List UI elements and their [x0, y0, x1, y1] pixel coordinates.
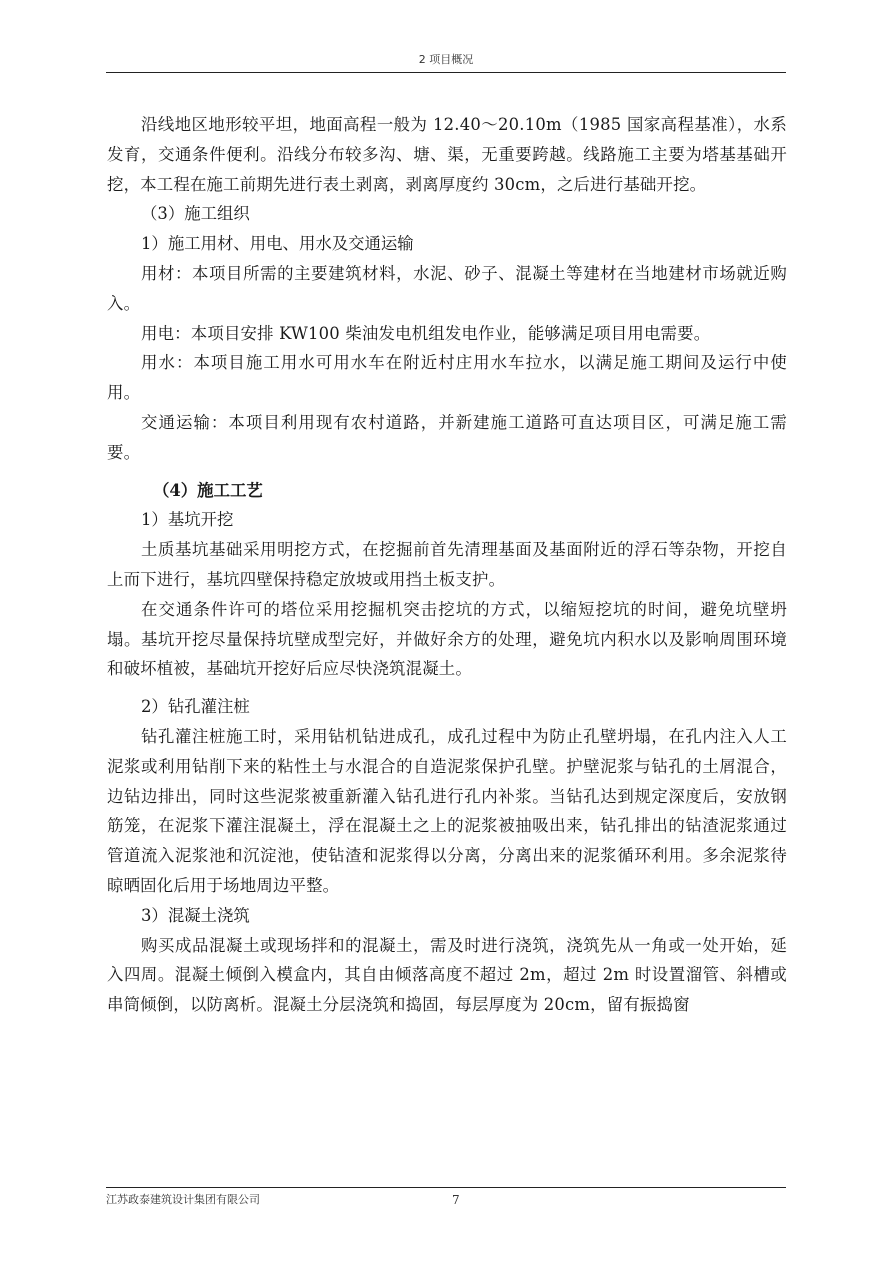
paragraph-concrete-pouring: 购买成品混凝土或现场拌和的混凝土，需及时进行浇筑，浇筑先从一角或一处开始，延入四周。混凝土倾倒入模盒内，其自由倾落高度不超过 2m，超过 2m 时设置溜管、斜槽或串筒倾倒，以防离析。混凝土分层浇筑和捣固，每层厚度为 20cm，留有振捣窗 [107, 935, 787, 1015]
footer-page-number: 7 [452, 1193, 460, 1207]
paragraph-bored-pile: 钻孔灌注桩施工时，采用钻机钻进成孔，成孔过程中为防止孔壁坍塌，在孔内注入人工泥浆或利用钻削下来的粘性土与水混合的自造泥浆保护孔壁。护壁泥浆与钻孔的土屑混合，边钻边排出，同时这些泥浆被重新灌入钻孔进行孔内补浆。当钻孔达到规定深度后，安放钢筋笼，在泥浆下灌注混凝土，浮在混凝土之上的泥浆被抽吸出来，钻孔排出的钻渣泥浆通过管道流入泥浆池和沉淀池，使钻渣和泥浆得以分离，分离出来的泥浆循环利用。多余泥浆待晾晒固化后用于场地周边平整。 [107, 726, 787, 895]
paragraph-water: 用水：本项目施工用水可用水车在附近村庄用水车拉水，以满足施工期间及运行中使用。 [107, 353, 787, 403]
header-title: 2 项目概况 [418, 53, 474, 66]
page-footer [106, 1187, 786, 1208]
document-body [107, 110, 787, 1020]
paragraph-materials: 用材：本项目所需的主要建筑材料，水泥、砂子、混凝土等建材在当地建材市场就近购入。 [107, 263, 787, 313]
paragraph-power: 用电：本项目安排 KW100 柴油发电机组发电作业，能够满足项目用电需要。 [141, 323, 711, 343]
footer-company: 江苏政泰建筑设计集团有限公司 [106, 1193, 260, 1206]
paragraph-pit-excavation-1: 土质基坑基础采用明挖方式，在挖掘前首先清理基面及基面附近的浮石等杂物，开挖自上而下进行，基坑四壁保持稳定放坡或用挡土板支护。 [107, 540, 787, 589]
section-heading-construction-process: （4）施工工艺 [153, 480, 263, 500]
subheading-concrete-pouring: 3）混凝土浇筑 [141, 905, 250, 925]
paragraph-pit-excavation-2: 在交通条件许可的塔位采用挖掘机突击挖坑的方式，以缩短挖坑的时间，避免坑壁坍塌。基坑开挖尽量保持坑壁成型完好，并做好余方的处理，避免坑内积水以及影响周围环境和破坏植被，基础坑开挖好后应尽快浇筑混凝土。 [107, 599, 787, 679]
subheading-materials-power-water-transport: 1）施工用材、用电、用水及交通运输 [141, 234, 414, 254]
subheading-bored-pile: 2）钻孔灌注桩 [141, 697, 250, 717]
section-heading-construction-organization: （3）施工组织 [141, 204, 250, 224]
subheading-pit-excavation: 1）基坑开挖 [141, 510, 234, 530]
paragraph-transport: 交通运输：本项目利用现有农村道路，并新建施工道路可直达项目区，可满足施工需要。 [107, 412, 787, 462]
paragraph-terrain: 沿线地区地形较平坦，地面高程一般为 12.40～20.10m（1985 国家高程基准），水系发育，交通条件便利。沿线分布较多沟、塘、渠，无重要跨越。线路施工主要为塔基基础开挖，本工程在施工前期先进行表土剥离，剥离厚度约 30cm，之后进行基础开挖。 [107, 115, 787, 194]
page-header [106, 50, 786, 73]
